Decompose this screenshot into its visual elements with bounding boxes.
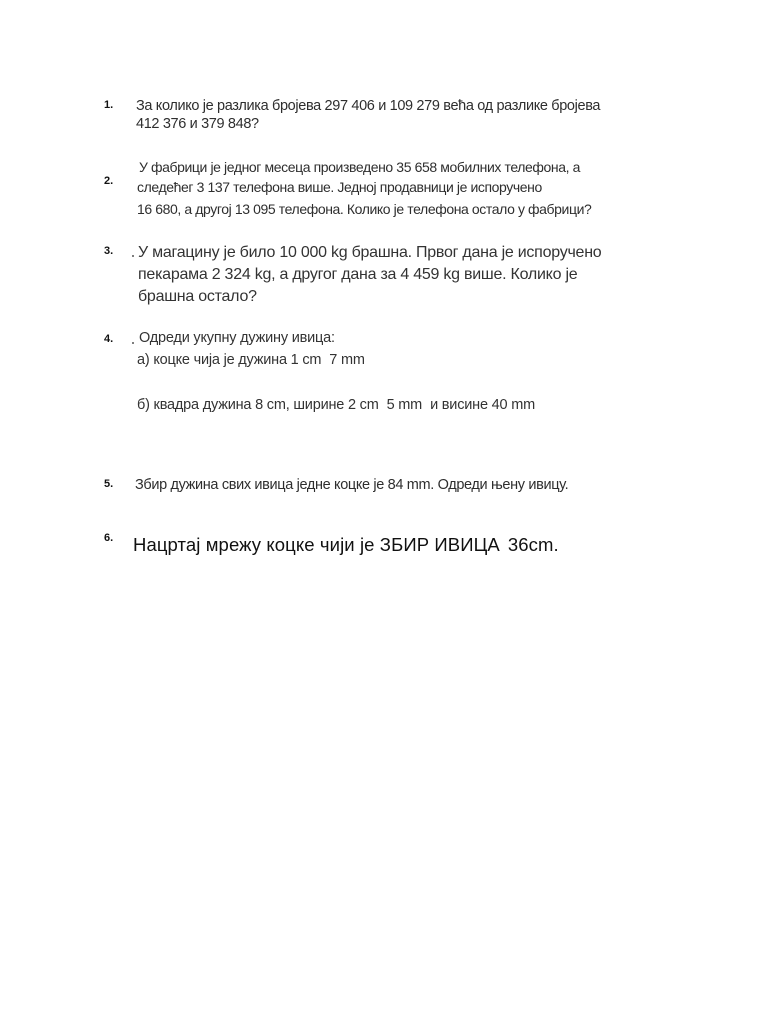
- task-4-line-b: [137, 397, 535, 413]
- scan-speck: [132, 342, 134, 344]
- task-4-line-1: Одреди укупну дужину ивица:: [139, 330, 335, 346]
- task-5-line-1: Збир дужина свих ивица једне коцке је 84 mm. Одреди њену ивицу.: [135, 477, 569, 493]
- task-4-b-text: б) квадра дужина 8 cm, ширине 2 cm: [137, 397, 379, 413]
- task-1-number: 1.: [104, 99, 114, 111]
- task-3-line-3: брашна остало?: [138, 288, 257, 305]
- task-3-line-2: пекарама 2 324 kg, а другог дана за 4 459 kg више. Колико је: [138, 266, 578, 283]
- task-1-line-1: За колико је разлика бројева 297 406 и 109 279 већа од разлике бројева: [136, 98, 601, 114]
- task-5-number: 5.: [104, 478, 114, 490]
- task-2-number: 2.: [104, 175, 114, 187]
- task-6-number: 6.: [104, 532, 114, 544]
- task-4-b-height: и висине 40 mm: [430, 397, 535, 413]
- task-4-number: 4.: [104, 333, 114, 345]
- task-6-text: Нацртај мрежу коцке чији је ЗБИР ИВИЦА: [133, 534, 500, 555]
- task-6-line-1: [133, 534, 559, 556]
- task-3-number: 3.: [104, 245, 114, 257]
- task-2-line-2: следећег 3 137 телефона више. Једној продавници је испоручено: [137, 179, 542, 195]
- task-3-line-1: У магацину је било 10 000 kg брашна. Првог дана је испоручено: [138, 244, 602, 261]
- task-4-line-a: [137, 352, 365, 368]
- task-4-b-mm: 5 mm: [386, 397, 423, 413]
- task-2-line-3: 16 680, а другој 13 095 телефона. Колико је телефона остало у фабрици?: [137, 201, 592, 217]
- task-4-a-mm: 7 mm: [329, 352, 365, 368]
- task-4-a-text: а) коцке чија је дужина 1 cm: [137, 352, 322, 368]
- task-2-line-1: У фабрици је једног месеца произведено 35 658 мобилних телефона, а: [139, 159, 580, 175]
- task-6-measure: 36cm.: [507, 534, 559, 555]
- task-1-line-2: 412 376 и 379 848?: [136, 116, 259, 132]
- scan-speck: [132, 255, 134, 257]
